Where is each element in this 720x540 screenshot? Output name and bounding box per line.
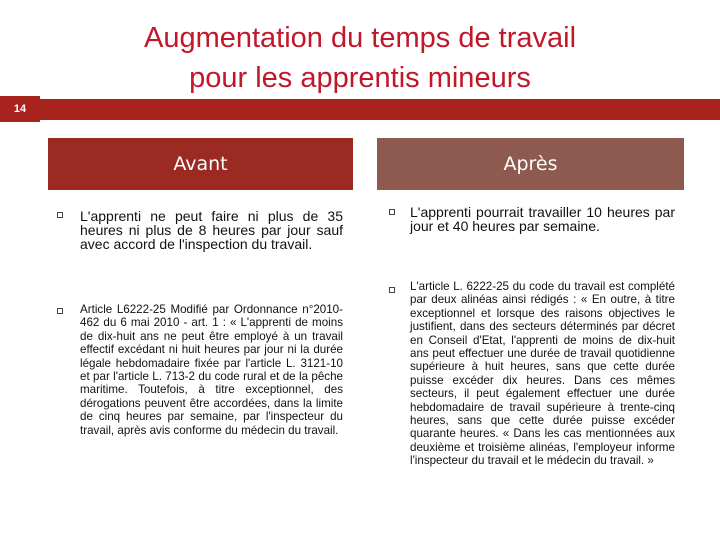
- left-bullet-text: Article L6222-25 Modifié par Ordonnance n°2010-462 du 6 mai 2010 - art. 1 : « L'apprenti de moins de dix-huit ans ne peut être employé à un travail effectif excédant ni huit heures par jour ni la durée légale hebdomadaire fixée par l'article L. 3121-10 et par l'article L. 713-2 du code rural et de la pêche maritime. Toutefois, à titre exceptionnel, des dérogations peuvent être accordées, dans la limite de cinq heures par semaine, par l'inspecteur du travail, après avis conforme du médecin du travail.: [80, 303, 343, 437]
- right-bullet-text: L'article L. 6222-25 du code du travail est complété par deux alinéas ainsi rédigés : « En outre, à titre exceptionnel et lorsque des raisons objectives le justifient, dans des secteurs déterminés par décret en Conseil d'Etat, l'apprenti de moins de dix-huit ans peut effectuer une durée de travail quotidienne supérieure à huit heures, sans que cette durée puisse excéder dix heures. Dans ces mêmes secteurs, il peut également effectuer une durée hebdomadaire de travail supérieure à trente-cinq heures, sans que cette durée puisse excéder quarante heures. « Dans les cas mentionnées aux deuxième et troisième alinéas, l'employeur informe l'inspecteur du travail et le médecin du travail. »: [410, 280, 675, 468]
- slide-number: 14: [0, 96, 40, 122]
- column-header-apres: Après: [377, 138, 684, 190]
- right-bullet-text: L'apprenti pourrait travailler 10 heures par jour et 40 heures par semaine.: [410, 204, 675, 234]
- left-bullet-text: L'apprenti ne peut faire ni plus de 35 heures ni plus de 8 heures par jour sauf avec accord de l'inspection du travail.: [80, 208, 343, 252]
- slide-title-line-2: pour les apprentis mineurs: [189, 62, 531, 94]
- bullet-square-icon: [57, 308, 63, 314]
- bullet-square-icon: [389, 209, 395, 215]
- slide-title-line-1: Augmentation du temps de travail: [143, 22, 577, 54]
- bullet-square-icon: [389, 287, 395, 293]
- title-divider-bar: [40, 99, 720, 120]
- column-header-avant: Avant: [48, 138, 353, 190]
- slide-title: [60, 18, 660, 98]
- bullet-square-icon: [57, 212, 63, 218]
